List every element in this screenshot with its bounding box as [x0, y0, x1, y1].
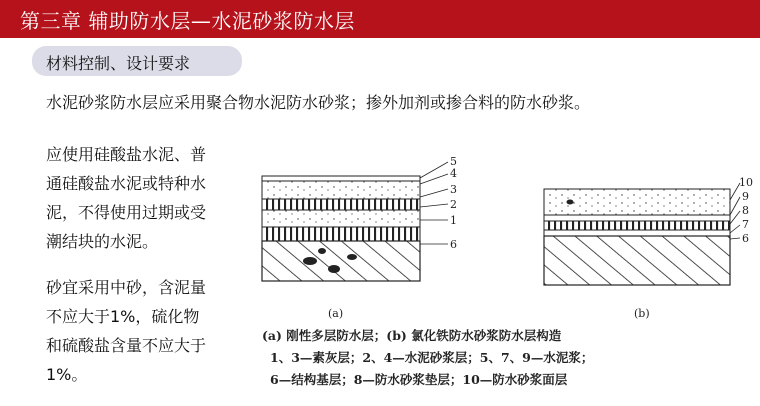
construction-diagram: [248, 145, 760, 320]
panel-a-number-5: 5: [450, 155, 457, 168]
panel-a-diagram: [262, 155, 457, 320]
sand-line-3: 和硫酸盐含量不应大于: [46, 336, 207, 355]
figure-caption-1: (a) 刚性多层防水层；(b) 氯化铁防水砂浆防水层构造: [262, 328, 562, 343]
panel-a-number-2: 2: [450, 198, 457, 211]
panel-a-number-4: 4: [450, 167, 457, 180]
sand-line-1: 砂宜采用中砂，含泥量: [46, 278, 207, 297]
panel-b-number-7: 7: [742, 218, 749, 231]
cement-line-3: 泥，不得使用过期或受: [46, 203, 207, 222]
section-title: 材料控制、设计要求: [46, 54, 191, 73]
sand-line-4: 1%。: [46, 365, 88, 384]
sand-line-2: 不应大于1%，硫化物: [46, 307, 200, 326]
panel-a-number-6: 6: [450, 238, 457, 251]
intro-text: 水泥砂浆防水层应采用聚合物水泥防水砂浆；掺外加剂或掺合料的防水砂浆。: [46, 93, 591, 112]
panel-a-number-1: 1: [450, 214, 457, 227]
panel-a-label: (a): [328, 307, 344, 320]
cement-line-4: 潮结块的水泥。: [46, 232, 159, 251]
panel-b-number-8: 8: [742, 204, 749, 217]
figure-caption-2: 1、3—素灰层；2、4—水泥砂浆层；5、7、9—水泥浆；: [270, 350, 594, 365]
panel-a-number-3: 3: [450, 183, 457, 196]
cement-line-2: 通硅酸盐水泥或特种水: [46, 174, 207, 193]
panel-b-number-9: 9: [742, 190, 749, 203]
panel-b-number-10: 10: [739, 176, 753, 189]
page-title: 第三章 辅助防水层—水泥砂浆防水层: [20, 9, 355, 33]
panel-b-diagram: [544, 176, 753, 320]
panel-b-label: (b): [634, 307, 650, 320]
layer-construction-figure: [248, 145, 760, 405]
title-bar: [0, 0, 760, 38]
cement-line-1: 应使用硅酸盐水泥、普: [46, 145, 207, 164]
section-heading: [32, 46, 242, 76]
figure-caption-3: 6—结构基层；8—防水砂浆垫层；10—防水砂浆面层: [270, 372, 568, 387]
panel-b-number-6: 6: [742, 232, 749, 245]
